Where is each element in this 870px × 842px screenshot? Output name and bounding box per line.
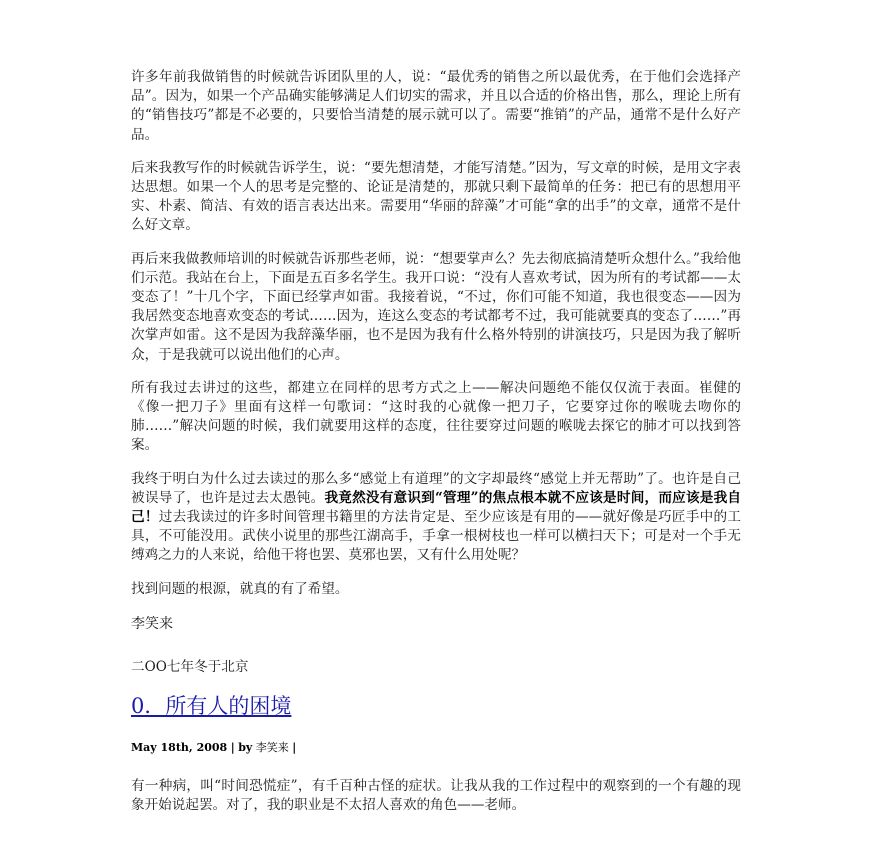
meta-by-label: by bbox=[238, 740, 253, 754]
chapter-title-link[interactable]: 0．所有人的困境 bbox=[131, 693, 292, 718]
paragraph-thinking-method: 所有我过去讲过的这些，都建立在同样的思考方式之上——解决问题绝不能仅仅流于表面。崔健的《像一把刀子》里面有这样一句歌词：“这时我的心就像一把刀子，它要穿过你的喉咙去吻你的肺……”解决问题的时候，我们就要用这样的态度，往往要穿过问题的喉咙去探它的肺才可以找到答案。 bbox=[131, 379, 741, 454]
realization-text-end: 过去我读过的许多时间管理书籍里的方法肯定是、至少应该是有用的——就好像是巧匠手中的工具，不可能没用。武侠小说里的那些江湖高手，手拿一根树枝也一样可以横扫天下；可是对一个手无缚鸡之力的人来说，给他干将也罢、莫邪也罢，又有什么用处呢？ bbox=[131, 509, 742, 564]
paragraph-hope: 找到问题的根源，就真的有了希望。 bbox=[131, 580, 349, 597]
paragraph-writing: 后来我教写作的时候就告诉学生，说：“要先想清楚，才能写清楚。”因为，写文章的时候，是用文字表达思想。如果一个人的思考是完整的、论证是清楚的，那就只剩下最简单的任务：把已有的思想用平实、朴素、简洁、有效的语言表达出来。需要用“华丽的辞藻”才可能“拿的出手”的文章，通常不是什么好文章。 bbox=[131, 159, 741, 234]
realization-bold-statement: 我竟然没有意识到“管理”的焦点根本就不应该是时间，而应该是我自己！ bbox=[131, 489, 742, 526]
signature-dateline: 二OO七年冬于北京 bbox=[131, 658, 249, 675]
paragraph-teacher-training: 再后来我做教师培训的时候就告诉那些老师，说：“想要掌声么？先去彻底搞清楚听众想什么。”我给他们示范。我站在台上，下面是五百多名学生。我开口说：“没有人喜欢考试，因为所有的考试都——太变态了！”十几个字，下面已经掌声如雷。我接着说，“不过，你们可能不知道，我也很变态——因为我居然变态地喜欢变态的考试……因为，连这么变态的考试都考不过，我可能就要真的变态了……”再次掌声如雷。这不是因为我辞藻华丽，也不是因为我有什么格外特别的讲演技巧，只是因为我了解听众，于是我就可以说出他们的心声。 bbox=[131, 250, 741, 363]
realization-text-start: 我终于明白为什么过去读过的那么多“感觉上有道理”的文字却最终“感觉上并无帮助”了。也许是自己被误导了，也许是过去太愚钝。 bbox=[131, 470, 741, 506]
meta-end-separator: | bbox=[292, 740, 297, 754]
chapter-intro-paragraph: 有一种病，叫“时间恐慌症”，有千百种古怪的症状。让我从我的工作过程中的观察到的一个有趣的现象开始说起罢。对了，我的职业是不太招人喜欢的角色——老师。 bbox=[131, 777, 741, 814]
post-meta bbox=[131, 739, 741, 755]
paragraph-sales: 许多年前我做销售的时候就告诉团队里的人，说：“最优秀的销售之所以最优秀，在于他们会选择产品”。因为，如果一个产品确实能够满足人们切实的需求，并且以合适的价格出售，那么，理论上所有的“销售技巧”都是不必要的，只要恰当清楚的展示就可以了。需要“推销”的产品，通常不是什么好产品。 bbox=[131, 69, 741, 143]
post-author: 李笑来 bbox=[255, 740, 289, 754]
document-content bbox=[131, 68, 741, 829]
meta-separator: | bbox=[230, 740, 235, 754]
paragraph-realization bbox=[131, 470, 741, 566]
post-date: May 18th, 2008 bbox=[131, 740, 228, 754]
signature-author: 李笑来 bbox=[131, 615, 173, 632]
